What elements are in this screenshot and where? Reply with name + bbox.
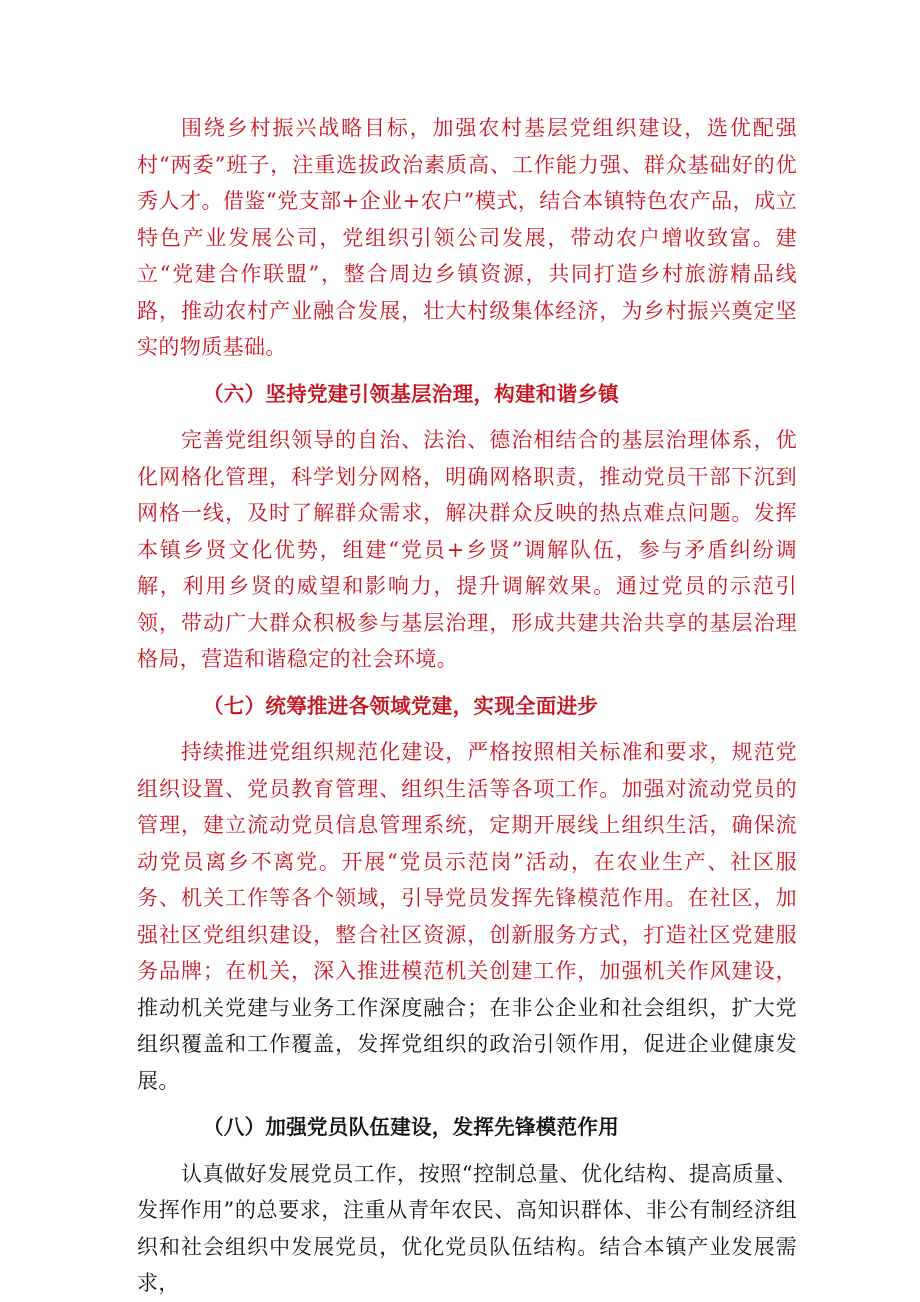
document-body (137, 110, 797, 1302)
spacer (137, 1099, 797, 1109)
paragraph-rural-revitalization: 围绕乡村振兴战略目标，加强农村基层党组织建设，选优配强村“两委”班子，注重选拔政治素质高、工作能力强、群众基础好的优秀人才。借鉴“党支部+企业+农户”模式，结合本镇特色农产品，成立特色产业发展公司，党组织引领公司发展，带动农户增收致富。建立“党建合作联盟”，整合周边乡镇资源，共同打造乡村旅游精品线路，推动农村产业融合发展，壮大村级集体经济，为乡村振兴奠定坚实的物质基础。 (137, 116, 797, 359)
section-heading-6: （六）坚持党建引领基层治理，构建和谐乡镇 (203, 381, 619, 406)
section-heading-7: （七）统筹推进各领域党建，实现全面进步 (203, 693, 599, 718)
spacer (137, 1146, 797, 1156)
paragraph-grassroots-governance: 完善党组织领导的自治、法治、德治相结合的基层治理体系，优化网格化管理，科学划分网格，明确网格职责，推动党员干部下沉到网格一线，及时了解群众需求，解决群众反映的热点难点问题。发挥本镇乡贤文化优势，组建“党员+乡贤”调解队伍，参与矛盾纠纷调解，利用乡贤的威望和影响力，提升调解效果。通过党员的示范引领，带动广大群众积极参与基层治理，形成共建共治共享的基层治理格局，营造和谐稳定的社会环境。 (137, 428, 797, 671)
paragraph-all-fields-party-building (137, 734, 797, 1099)
spacer (137, 412, 797, 422)
paragraph-party-member-development: 认真做好发展党员工作，按照“控制总量、优化结构、提高质量、发挥作用”的总要求，注重从青年农民、高知识群体、非公有制经济组织和社会组织中发展党员，优化党员队伍结构。结合本镇产业发展需求， (137, 1161, 797, 1295)
spacer (137, 366, 797, 376)
section-heading-8: （八）加强党员队伍建设，发挥先锋模范作用 (203, 1115, 619, 1139)
spacer (137, 678, 797, 688)
paragraph-segment-red: 持续推进党组织规范化建设，严格按照相关标准和要求，规范党组织设置、党员教育管理、组织生活等各项工作。加强对流动党员的管理，建立流动党员信息管理系统，定期开展线上组织生活，确保流动党员离乡不离党。开展“党员示范岗”活动，在农业生产、社区服务、机关工作等各个领域，引导党员发挥先锋模范作用。在社区，加强社区党组织建设，整合社区资源，创新服务方式，打造社区党建服务品牌；在机关，深入推进模范机关创建工作，加强机关作风建设， (137, 740, 797, 983)
spacer (137, 724, 797, 734)
paragraph-segment-black: 推动机关党建与业务工作深度融合；在非公企业和社会组织，扩大党组织覆盖和工作覆盖，发挥党组织的政治引领作用，促进企业健康发展。 (137, 995, 797, 1093)
